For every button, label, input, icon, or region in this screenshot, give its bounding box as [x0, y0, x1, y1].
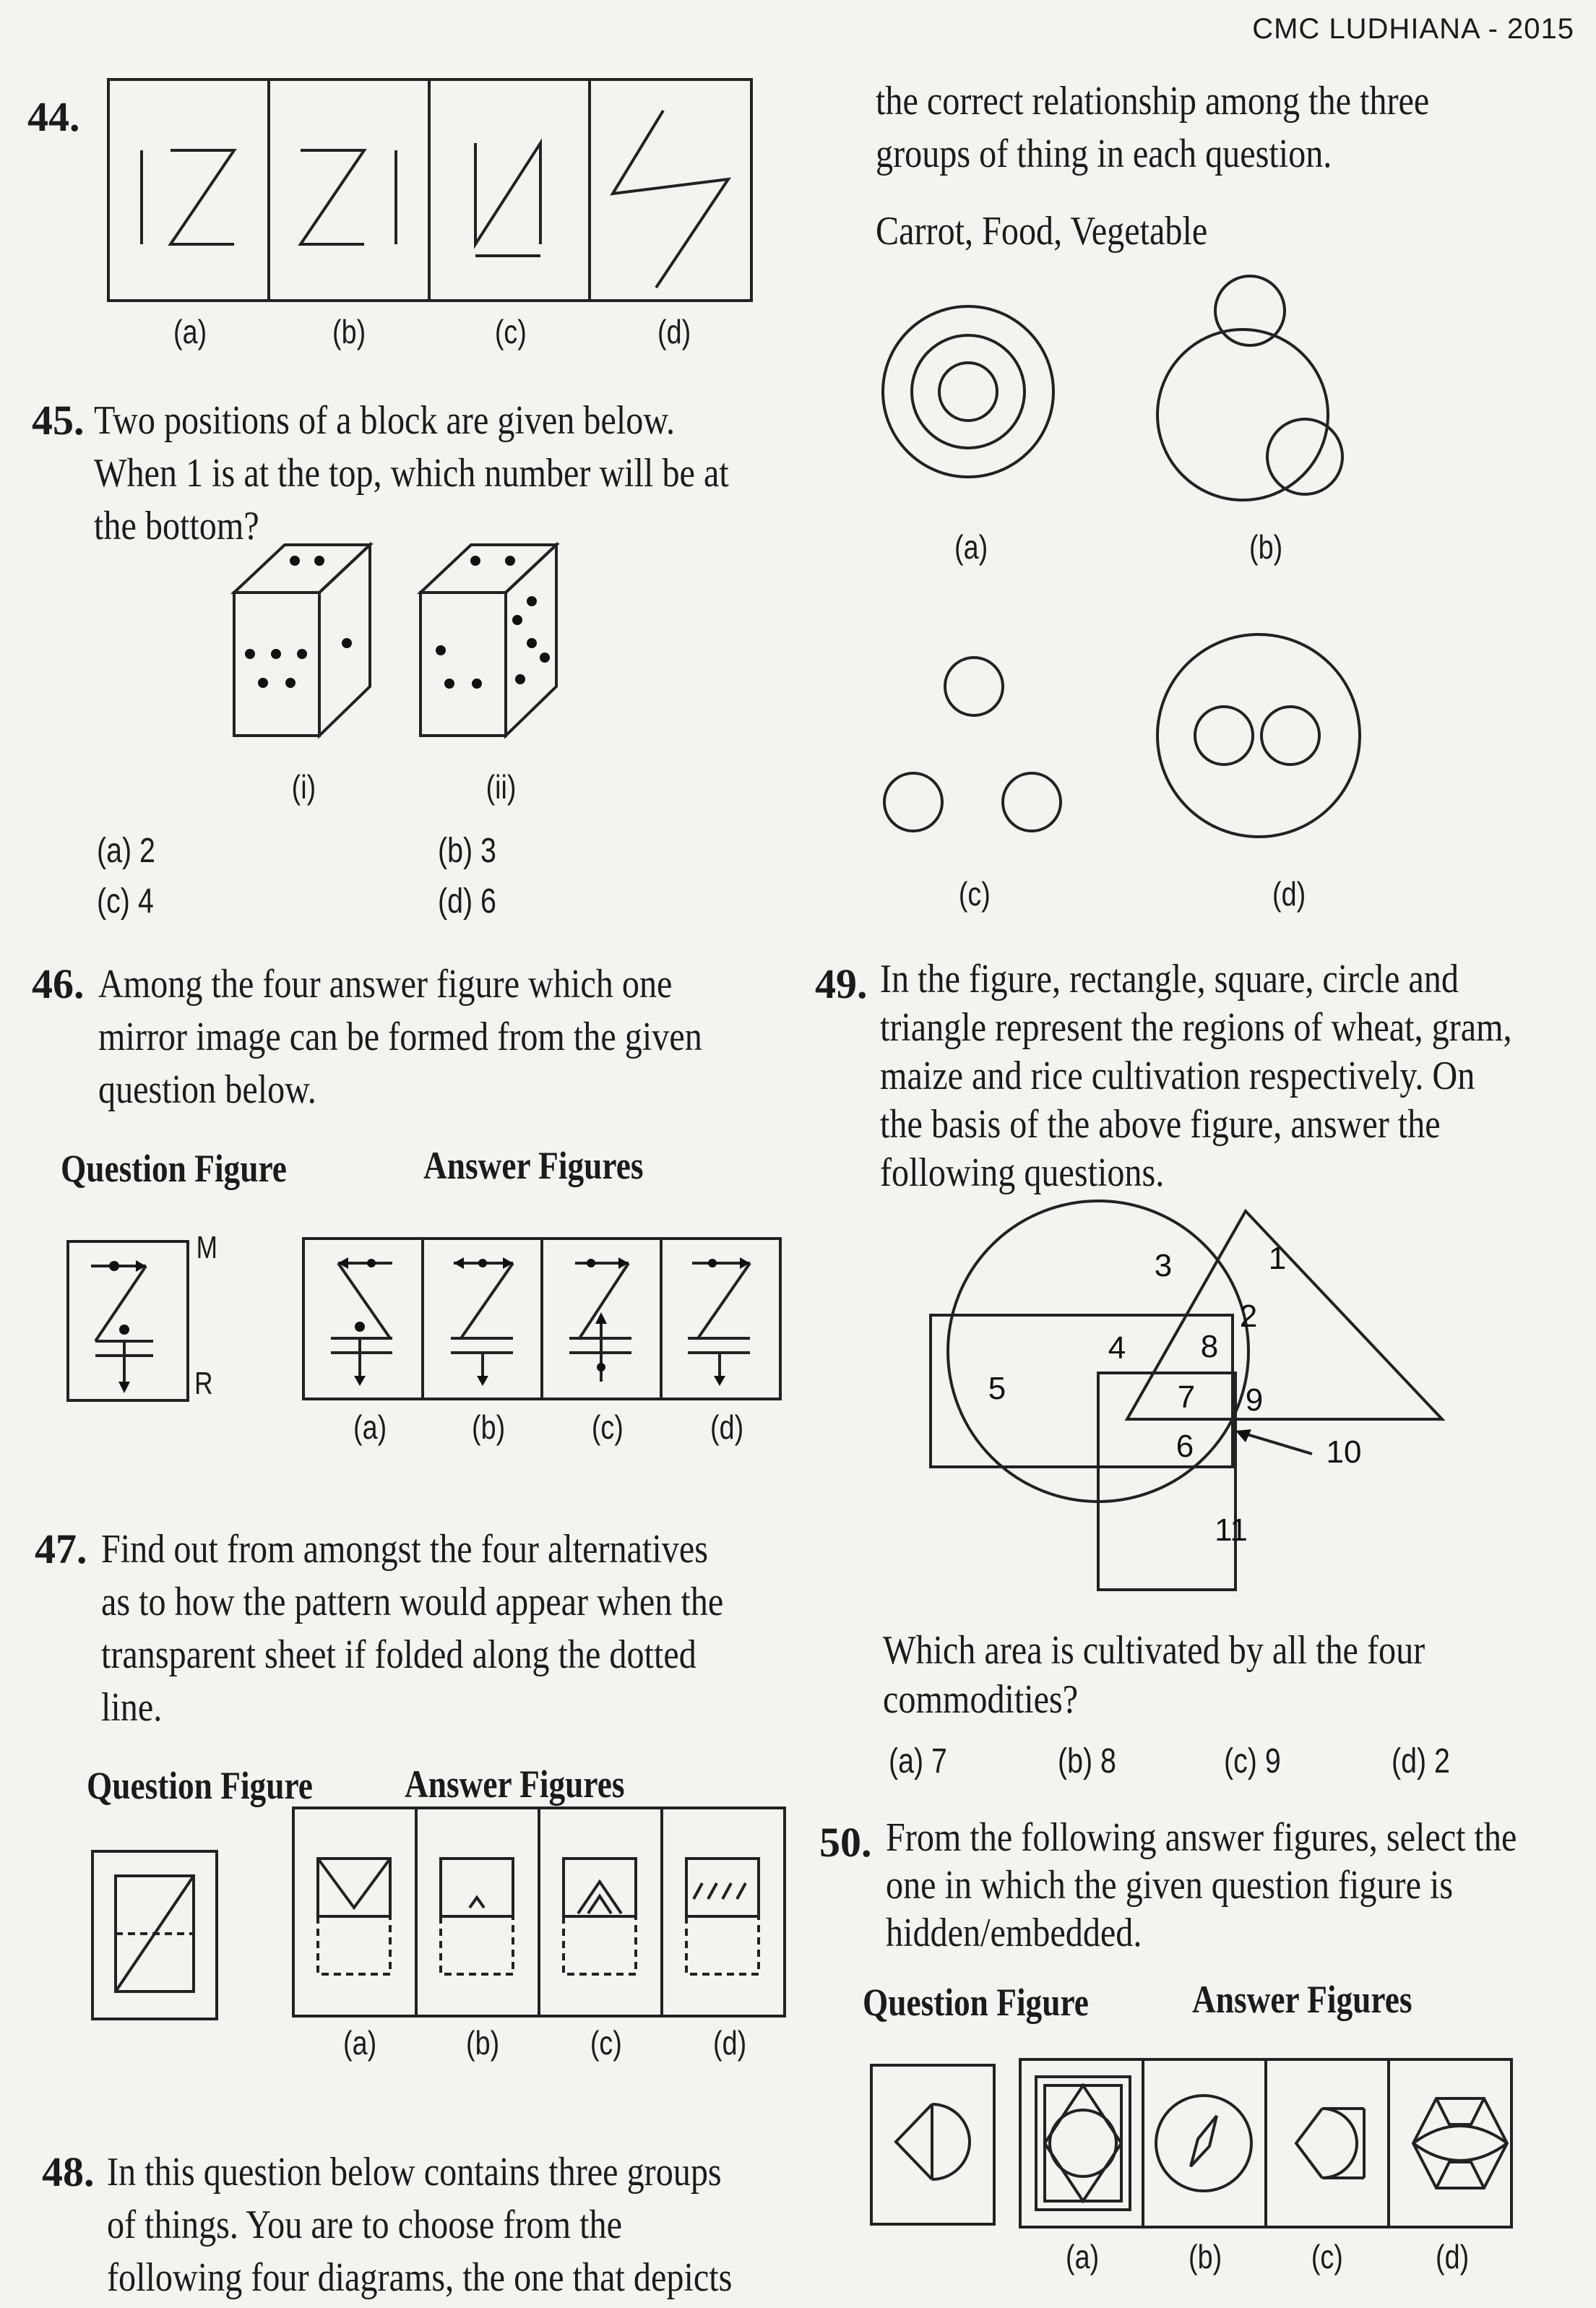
q48-text-right	[876, 75, 1519, 181]
q47-option-b[interactable]: (b)	[466, 2024, 500, 2062]
q49-line: triangle represent the regions of wheat, gram,	[880, 1005, 1512, 1050]
q47-option-a[interactable]: (a)	[343, 2024, 377, 2062]
mirror-label-r: R	[194, 1366, 213, 1401]
q48-line: the correct relationship among the three	[876, 79, 1430, 124]
q50-answer-figures	[1019, 2058, 1517, 2231]
region-10: 10	[1326, 1434, 1362, 1470]
q44-option-a[interactable]: (a)	[173, 313, 207, 350]
q49-option-a[interactable]: (a) 7	[889, 1742, 947, 1780]
q46-option-b[interactable]: (b)	[472, 1408, 506, 1446]
q45-text	[94, 395, 832, 553]
region-3: 3	[1154, 1248, 1173, 1283]
q47-question-figure-label: Question Figure	[87, 1764, 313, 1807]
q49-sub-question	[883, 1626, 1513, 1724]
q50-question-figure-label: Question Figure	[863, 1981, 1089, 2024]
q49-line: maize and rice cultivation respectively. On	[880, 1054, 1475, 1098]
q46-option-a[interactable]: (a)	[353, 1408, 387, 1446]
q49-sub-line: Which area is cultivated by all the four	[883, 1628, 1425, 1673]
q48-subject: Carrot, Food, Vegetable	[876, 209, 1208, 254]
q48-line: groups of thing in each question.	[876, 132, 1332, 176]
q50-option-c[interactable]: (c)	[1311, 2238, 1343, 2275]
q46-answer-figures-label: Answer Figures	[423, 1144, 644, 1187]
page-header: CMC LUDHIANA - 2015	[1252, 13, 1574, 45]
q47-answer-figures	[292, 1807, 790, 2020]
q47-option-d[interactable]: (d)	[713, 2024, 747, 2062]
region-4: 4	[1108, 1330, 1126, 1366]
q45-option-d[interactable]: (d) 6	[438, 882, 496, 921]
q44-option-c[interactable]: (c)	[494, 313, 527, 350]
q45-figure-label-i: (i)	[291, 768, 316, 806]
q48-venn-options	[867, 260, 1373, 867]
question-number-45: 45.	[32, 397, 85, 444]
region-11: 11	[1215, 1512, 1248, 1548]
q50-option-a[interactable]: (a)	[1066, 2238, 1100, 2275]
q50-line: From the following answer figures, select the	[886, 1815, 1517, 1860]
q45-line: the bottom?	[94, 504, 259, 548]
q49-sub-line: commodities?	[883, 1677, 1079, 1722]
q47-line: transparent sheet if folded along the dotted	[101, 1632, 696, 1677]
q48-line: following four diagrams, the one that depicts	[107, 2255, 733, 2300]
q48-line: In this question below contains three groups	[107, 2150, 722, 2195]
region-8: 8	[1200, 1329, 1219, 1364]
q46-answer-figures	[302, 1237, 786, 1403]
q48-option-d[interactable]: (d)	[1272, 875, 1306, 913]
question-number-48: 48.	[42, 2148, 95, 2195]
region-5: 5	[988, 1371, 1006, 1406]
q44-figure-strip	[107, 78, 757, 309]
region-6: 6	[1176, 1429, 1194, 1464]
q47-line: as to how the pattern would appear when the	[101, 1580, 724, 1624]
q49-line: the basis of the above figure, answer the	[880, 1102, 1441, 1147]
q50-line: hidden/embedded.	[886, 1911, 1142, 1955]
q45-option-b[interactable]: (b) 3	[438, 832, 496, 870]
region-9: 9	[1245, 1382, 1264, 1418]
q44-option-d[interactable]: (d)	[657, 313, 691, 350]
q44-option-b[interactable]: (b)	[332, 313, 366, 350]
q46-question-figure	[66, 1240, 197, 1406]
q45-figure-label-ii: (ii)	[486, 768, 517, 806]
mirror-label-m: M	[196, 1230, 217, 1265]
q49-line: In the figure, rectangle, square, circle and	[880, 957, 1459, 1002]
question-number-49: 49.	[815, 960, 868, 1007]
region-7: 7	[1177, 1379, 1196, 1415]
q46-option-d[interactable]: (d)	[710, 1408, 744, 1446]
q45-dice-figure	[231, 542, 592, 744]
q49-option-c[interactable]: (c) 9	[1224, 1742, 1281, 1780]
q45-option-c[interactable]: (c) 4	[97, 882, 154, 921]
q48-option-a[interactable]: (a)	[954, 528, 988, 566]
question-number-46: 46.	[32, 960, 85, 1007]
q47-line: line.	[101, 1685, 163, 1730]
q49-option-d[interactable]: (d) 2	[1392, 1742, 1450, 1780]
region-2: 2	[1239, 1299, 1258, 1334]
q46-text	[98, 958, 801, 1116]
q46-line: mirror image can be formed from the given	[98, 1015, 702, 1059]
q50-option-d[interactable]: (d)	[1436, 2238, 1470, 2275]
q49-option-b[interactable]: (b) 8	[1058, 1742, 1116, 1780]
q46-line: Among the four answer figure which one	[98, 962, 673, 1007]
q45-line: When 1 is at the top, which number will be at	[94, 451, 729, 496]
region-1: 1	[1268, 1241, 1287, 1276]
q46-line: question below.	[98, 1067, 316, 1112]
q47-text	[101, 1523, 824, 1734]
q49-line: following questions.	[880, 1150, 1165, 1195]
q49-text	[880, 955, 1596, 1197]
q45-option-a[interactable]: (a) 2	[97, 832, 155, 870]
question-number-44: 44.	[27, 93, 80, 140]
q50-text	[886, 1814, 1596, 1957]
q46-question-figure-label: Question Figure	[61, 1147, 287, 1190]
question-number-47: 47.	[35, 1525, 87, 1572]
q48-option-b[interactable]: (b)	[1249, 528, 1283, 566]
q48-line: of things. You are to choose from the	[107, 2202, 622, 2247]
q50-question-figure	[870, 2064, 1000, 2230]
q47-question-figure	[91, 1850, 221, 2023]
q49-region-figure	[918, 1200, 1467, 1604]
q45-line: Two positions of a block are given below.	[94, 398, 676, 443]
q50-answer-figures-label: Answer Figures	[1192, 1978, 1412, 2021]
question-number-50: 50.	[819, 1819, 872, 1866]
q50-line: one in which the given question figure is	[886, 1863, 1454, 1908]
q47-line: Find out from amongst the four alternatives	[101, 1527, 708, 1572]
q48-text-left	[107, 2146, 834, 2304]
q46-option-c[interactable]: (c)	[591, 1408, 624, 1446]
q47-option-c[interactable]: (c)	[590, 2024, 622, 2062]
q47-answer-figures-label: Answer Figures	[405, 1762, 625, 1806]
q50-option-b[interactable]: (b)	[1189, 2238, 1222, 2275]
q48-option-c[interactable]: (c)	[958, 875, 991, 913]
